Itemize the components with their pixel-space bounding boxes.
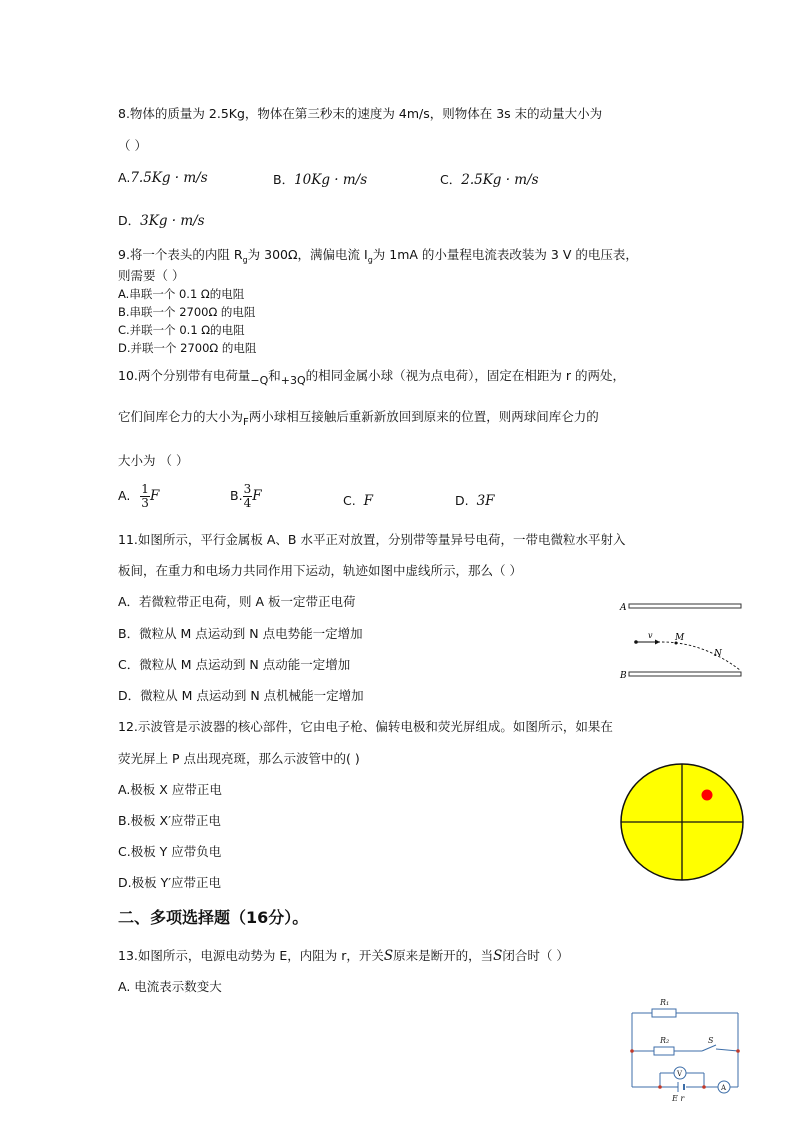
q13-stem-part: 13.如图所示，电源电动势为 E，内阻为 r，开关 [118,948,384,963]
q13-stem-part: 闭合时（ ） [502,948,569,963]
label-v: v [648,631,653,640]
label-r1: R₁ [660,998,670,1007]
q10-stem [118,366,625,387]
resistor-r2 [654,1047,674,1055]
resistor-r1 [652,1009,676,1017]
q10-option-a [118,483,159,510]
q11-option-b: B．微粒从 M 点运动到 N 点电势能一定增加 [118,626,363,641]
option-value: 7.5Kg · m/s [130,170,208,186]
q12-option-d: D.极板 Y′应带正电 [118,875,222,890]
q9-stem-part: 9.将一个表头的内阻 R [118,247,243,262]
q9-option-c: C.并联一个 0.1 Ω的电阻 [118,323,245,337]
option-label: B. [230,488,243,503]
q10-option-b [230,483,262,510]
option-label: A. [118,170,131,185]
q10-line3: 大小为 （ ） [118,453,189,468]
junction-dot [630,1049,634,1053]
q10-stem-part: 10.两个分别带有电荷量 [118,368,251,383]
q8-option-a [118,170,208,186]
option-label: D． [118,213,141,228]
label-a: A [620,603,627,613]
junction-dot [736,1049,740,1053]
section-title: 二、多项选择题（16分）。 [118,908,309,927]
q10-line-part: 两小球相互接触后重新新放回到原来的位置，则两球间库仑力的 [248,409,599,424]
q8-option-c [440,170,539,188]
q11-option-a: A．若微粒带正电荷，则 A 板一定带正电荷 [118,594,356,609]
q9-stem [118,245,638,265]
q12-option-a: A.极板 X 应带正电 [118,782,222,797]
q8-option-d [118,211,205,229]
q9-option-d: D.并联一个 2700Ω 的电阻 [118,341,257,355]
q10-stem-part: 的相同金属小球（视为点电荷），固定在相距为 r 的两处， [305,368,625,383]
charge-2: +3Q [280,374,306,387]
q9-stem-part: 为 300Ω，满偏电流 I [247,247,368,262]
fraction [140,483,150,510]
oscilloscope-screen-figure [618,762,746,882]
switch-symbol: S [493,948,503,964]
q10-line-part: 它们间库仑力的大小为 [118,409,244,424]
q9-stem-line2: 则需要（ ） [118,268,185,283]
plate-a [629,604,741,608]
q10-line2 [118,407,599,428]
q13-option-a: A. 电流表示数变大 [118,979,222,994]
q12-stem-line1: 12.示波管是示波器的核心部件，它由电子枪、偏转电极和荧光屏组成。如图所示，如果在 [118,719,613,734]
option-label: D. [455,493,469,508]
denominator: 4 [243,496,252,510]
option-label: A. [118,488,131,503]
q9-option-a: A.串联一个 0.1 Ω的电阻 [118,287,245,301]
numerator: 3 [243,482,252,496]
q11-option-c: C．微粒从 M 点运动到 N 点动能一定增加 [118,657,351,672]
parallel-plates-figure [618,598,746,684]
option-value: 10Kg · m/s [294,172,368,188]
q13-stem [118,946,569,964]
switch-s [702,1045,716,1051]
q8-option-b [273,170,367,188]
subscript: g [242,255,248,265]
q12-option-b: B.极板 X′应带正电 [118,813,221,828]
option-label: C. [343,493,356,508]
label-s: S [708,1036,714,1045]
option-label: C． [440,172,462,187]
q11-option-d: D．微粒从 M 点运动到 N 点机械能一定增加 [118,688,364,703]
q12-stem-line2: 荧光屏上 P 点出现亮斑，那么示波管中的( ) [118,751,360,766]
label-a: A [721,1084,727,1092]
q9-option-b: B.串联一个 2700Ω 的电阻 [118,305,256,319]
q9-stem-part: 为 1mA 的小量程电流表改装为 3 V 的电压表， [372,247,638,262]
bright-spot-p [702,790,713,801]
subscript: g [367,255,373,265]
q13-stem-part: 原来是断开的，当 [393,948,494,963]
option-value: 3Kg · m/s [140,213,205,229]
switch-symbol: S [383,948,394,964]
fraction [243,483,253,510]
label-b: B [620,671,627,681]
junction-dot [702,1085,706,1089]
force-symbol: F [149,488,160,504]
force-symbol: F [252,488,262,504]
q8-stem: 8.物体的质量为 2.5Kg，物体在第三秒末的速度为 4m/s，则物体在 3s 末的动量大小为 [118,106,603,121]
arrowhead [655,640,660,645]
label-n: N [714,649,722,659]
label-er: E r [672,1094,685,1103]
option-value: 2.5Kg · m/s [461,172,539,188]
q10-option-c [343,493,373,509]
q11-stem-line1: 11.如图所示，平行金属板 A、B 水平正对放置，分别带等量异号电荷，一带电微粒水平射入 [118,532,626,547]
q11-stem-line2: 板间，在重力和电场力共同作用下运动，轨迹如图中虚线所示，那么（ ） [118,563,522,578]
numerator: 1 [141,482,149,496]
circuit-figure [624,993,748,1103]
option-value: F [363,493,374,509]
trajectory [662,642,740,670]
q10-option-d [455,493,495,509]
q8-blank: （ ） [118,138,147,153]
q10-stem-part: 和 [268,368,281,383]
option-value: 3F [476,493,495,509]
denominator: 3 [141,496,149,510]
charge-1: −Q [250,374,269,387]
plate-b [629,672,741,676]
label-m: M [675,633,685,643]
label-v: V [677,1070,683,1078]
label-r2: R₂ [660,1036,670,1045]
option-label: B． [273,172,295,187]
force-symbol: F [243,417,249,428]
q12-option-c: C.极板 Y 应带负电 [118,844,222,859]
junction-dot [658,1085,662,1089]
